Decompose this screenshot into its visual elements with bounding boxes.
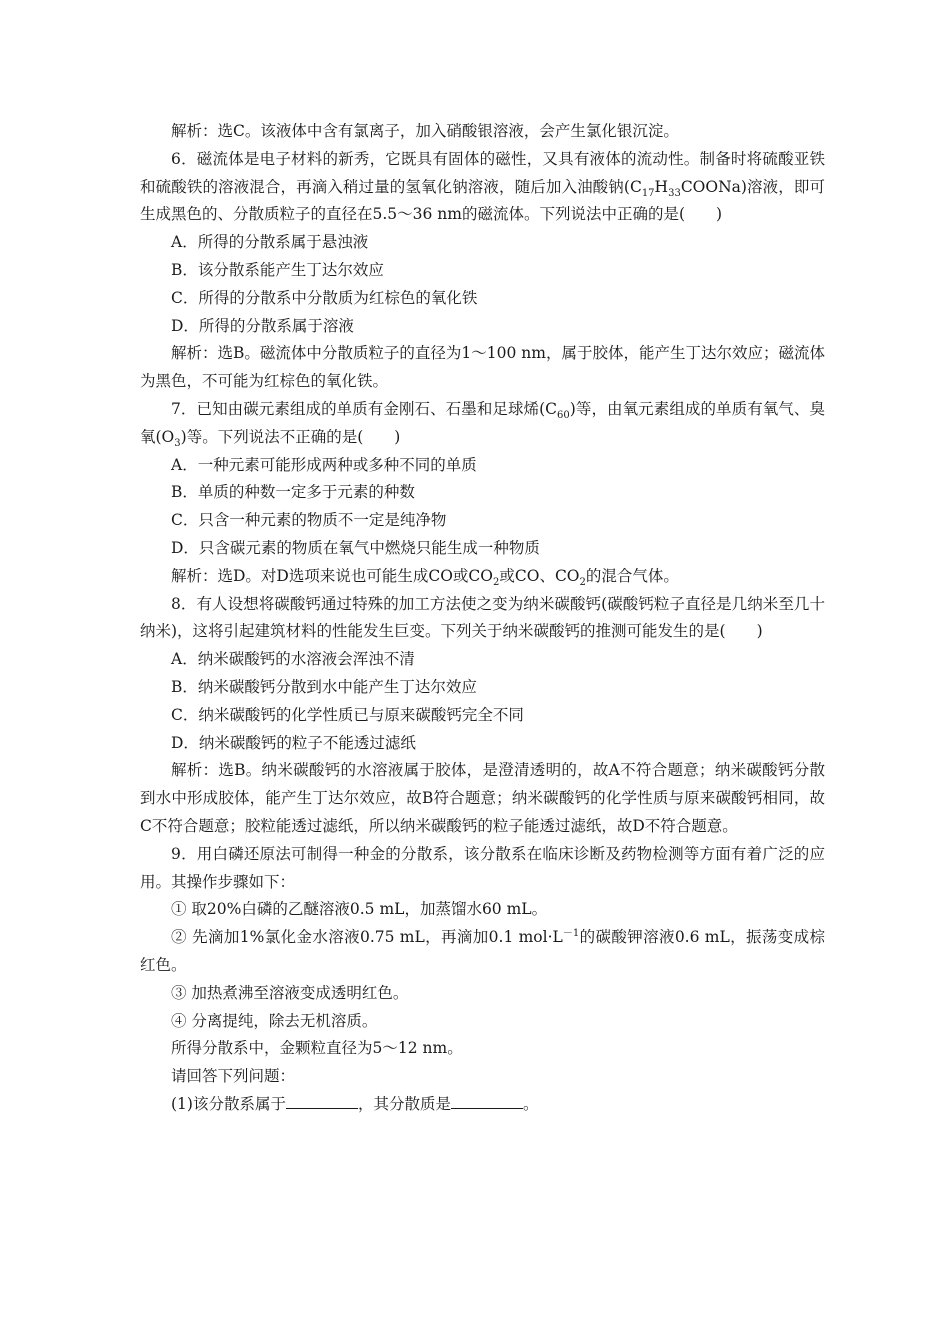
question-6-analysis: 解析：选B。磁流体中分散质粒子的直径为1～100 nm，属于胶体，能产生丁达尔效应；磁流体为黑色，不可能为红棕色的氧化铁。 (140, 344, 825, 391)
question-9-sub-1: (1)该分散系属于 ，其分散质是 。 (171, 1094, 539, 1113)
question-7-option-a: A．一种元素可能形成两种或多种不同的单质 (171, 455, 477, 474)
question-8-option-c: C．纳米碳酸钙的化学性质已与原来碳酸钙完全不同 (171, 705, 524, 724)
question-7-option-d: D．只含碳元素的物质在氧气中燃烧只能生成一种物质 (171, 538, 540, 557)
question-9-step-3: ③ 加热煮沸至溶液变成透明红色。 (171, 983, 409, 1002)
question-8-stem: 8．有人设想将碳酸钙通过特殊的加工方法使之变为纳米碳酸钙(碳酸钙粒子直径是几纳米至几十纳米)，这将引起建筑材料的性能发生巨变。下列关于纳米碳酸钙的推测可能发生的是( ) (140, 594, 825, 641)
question-6-option-d: D．所得的分散系属于溶液 (171, 316, 354, 335)
question-7-analysis: 解析：选D。对D选项来说也可能生成CO或$CO_2$或CO、$CO_2$的混合气体。 (171, 566, 679, 588)
question-7-option-b: B．单质的种数一定多于元素的种数 (171, 483, 415, 502)
question-9-step-1: ① 取20%白磷的乙醚溶液0.5 mL，加蒸馏水60 mL。 (171, 900, 548, 919)
document-body (140, 118, 825, 1119)
question-9-step-4: ④ 分离提纯，除去无机溶质。 (171, 1011, 378, 1030)
answer-blank-1[interactable] (286, 1094, 358, 1109)
question-9-stem: 9．用白磷还原法可制得一种金的分散系，该分散系在临床诊断及药物检测等方面有着广泛的应用。其操作步骤如下： (140, 844, 825, 891)
analysis-q5: 解析：选C。该液体中含有氯离子，加入硝酸银溶液，会产生氯化银沉淀。 (171, 122, 679, 140)
question-6-option-c: C．所得的分散系中分散质为红棕色的氧化铁 (171, 288, 478, 307)
question-6-option-b: B．该分散系能产生丁达尔效应 (171, 260, 384, 279)
question-8-option-b: B．纳米碳酸钙分散到水中能产生丁达尔效应 (171, 677, 477, 696)
question-7-option-c: C．只含一种元素的物质不一定是纯净物 (171, 511, 447, 530)
question-7-stem: 7．已知由碳元素组成的单质有金刚石、石墨和足球烯$(C_{60})$等，由氧元素组成的单质有氧气、臭氧$(O_3)$等。下列说法不正确的是( ) (140, 399, 825, 449)
question-9-prompt: 请回答下列问题： (171, 1067, 296, 1086)
question-9-step-2: ② 先滴加1%氯化金水溶液0.75 mL，再滴加0.1 $mol\cdot L^{-1}$的碳酸钾溶液0.6 mL，振荡变成棕红色。 (140, 927, 825, 974)
question-9-result: 所得分散系中，金颗粒直径为5～12 nm。 (171, 1039, 463, 1058)
answer-blank-2[interactable] (451, 1094, 523, 1109)
question-6-stem: 6．磁流体是电子材料的新秀，它既具有固体的磁性，又具有液体的流动性。制备时将硫酸亚铁和硫酸铁的溶液混合，再滴入稍过量的氢氧化钠溶液，随后加入油酸钠$(C_{17}H_{33}COONa)$溶液，即可生成黑色的、分散质粒子的直径在5.5～36 nm的磁流体。下列说法中正确的是( ) (140, 149, 825, 224)
question-8-option-d: D．纳米碳酸钙的粒子不能透过滤纸 (171, 733, 416, 752)
question-8-option-a: A．纳米碳酸钙的水溶液会浑浊不清 (171, 650, 415, 669)
question-6-option-a: A．所得的分散系属于悬浊液 (171, 233, 369, 252)
question-8-analysis: 解析：选B。纳米碳酸钙的水溶液属于胶体，是澄清透明的，故A不符合题意；纳米碳酸钙分散到水中形成胶体，能产生丁达尔效应，故B符合题意；纳米碳酸钙的化学性质与原来碳酸钙相同，故C不符合题意；胶粒能透过滤纸，所以纳米碳酸钙的粒子能透过滤纸，故D不符合题意。 (140, 761, 825, 835)
